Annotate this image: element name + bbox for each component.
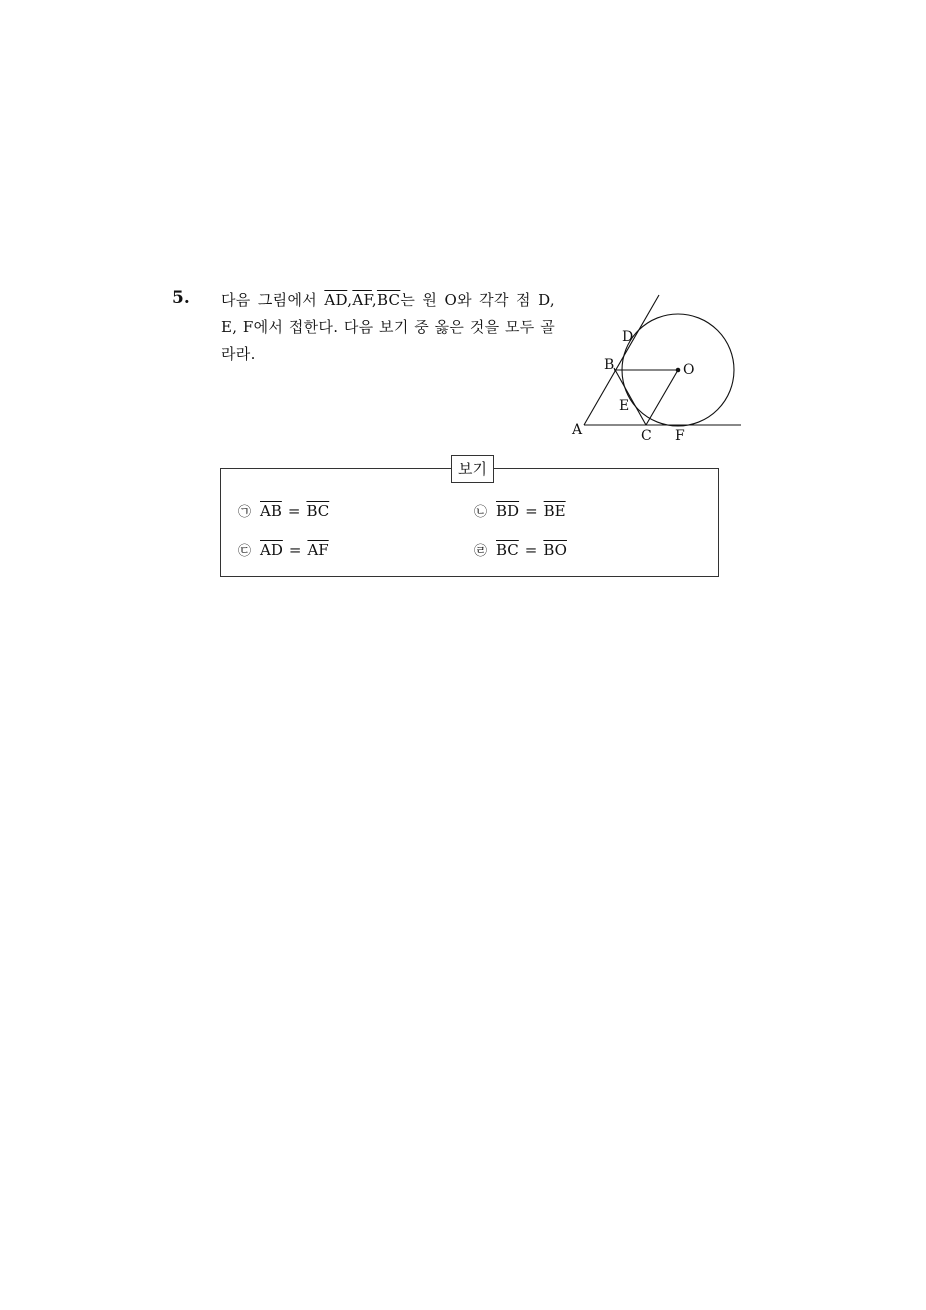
choice-4 bbox=[474, 540, 567, 559]
center-point bbox=[676, 368, 681, 373]
choices-box-title: 보기 bbox=[451, 455, 494, 483]
choice-right: $\overline{BO}$ bbox=[543, 541, 567, 559]
label-c: C bbox=[641, 428, 652, 444]
choice-2 bbox=[474, 501, 566, 520]
choices-box bbox=[220, 460, 719, 577]
label-f: F bbox=[675, 428, 685, 444]
question-stem: 다음 그림에서 $\overline{AD},\overline{AF},\overline{BC}$는 원 O와 각각 점 D, E, F에서 접한다. 다음 보기 중 옳은 것을 모두 골라라. bbox=[221, 291, 555, 363]
equals-sign: = bbox=[525, 502, 538, 520]
geometry-figure bbox=[560, 285, 750, 450]
equals-sign: = bbox=[288, 541, 302, 559]
choice-left: $\overline{BC}$ bbox=[496, 541, 519, 559]
choice-marker: ㉡ bbox=[474, 505, 488, 520]
segment-co-line bbox=[646, 370, 678, 425]
choice-marker: ㉠ bbox=[238, 505, 252, 520]
segment-bc-line bbox=[614, 368, 646, 425]
choice-left: $\overline{AD}$ bbox=[260, 541, 283, 559]
segment-af: $\overline{AF}$ bbox=[352, 291, 372, 309]
choice-1 bbox=[238, 501, 329, 520]
choice-right: $\overline{BC}$ bbox=[306, 502, 330, 520]
segment-ad: $\overline{AD}$ bbox=[324, 291, 348, 309]
equals-sign: = bbox=[287, 502, 301, 520]
label-a: A bbox=[572, 422, 583, 438]
equals-sign: = bbox=[524, 541, 538, 559]
choice-right: $\overline{AF}$ bbox=[307, 541, 329, 559]
label-d: D bbox=[622, 329, 634, 345]
choice-left: $\overline{BD}$ bbox=[496, 502, 520, 520]
label-e: E bbox=[619, 398, 630, 414]
label-o: O bbox=[683, 362, 695, 378]
choice-right: $\overline{BE}$ bbox=[543, 502, 566, 520]
stem-prefix: 다음 그림에서 bbox=[221, 291, 318, 309]
choice-3 bbox=[238, 540, 329, 559]
choice-left: $\overline{AB}$ bbox=[260, 502, 282, 520]
question-number: 5. bbox=[172, 288, 190, 308]
label-b: B bbox=[604, 357, 615, 373]
segment-bc: $\overline{BC}$ bbox=[376, 291, 401, 309]
choice-marker: ㉣ bbox=[474, 544, 488, 559]
choice-marker: ㉢ bbox=[238, 544, 252, 559]
stem-suffix: 는 원 O와 각각 점 D, E, F에서 접한다. 다음 보기 중 옳은 것을 모두 골라라. bbox=[221, 291, 555, 363]
